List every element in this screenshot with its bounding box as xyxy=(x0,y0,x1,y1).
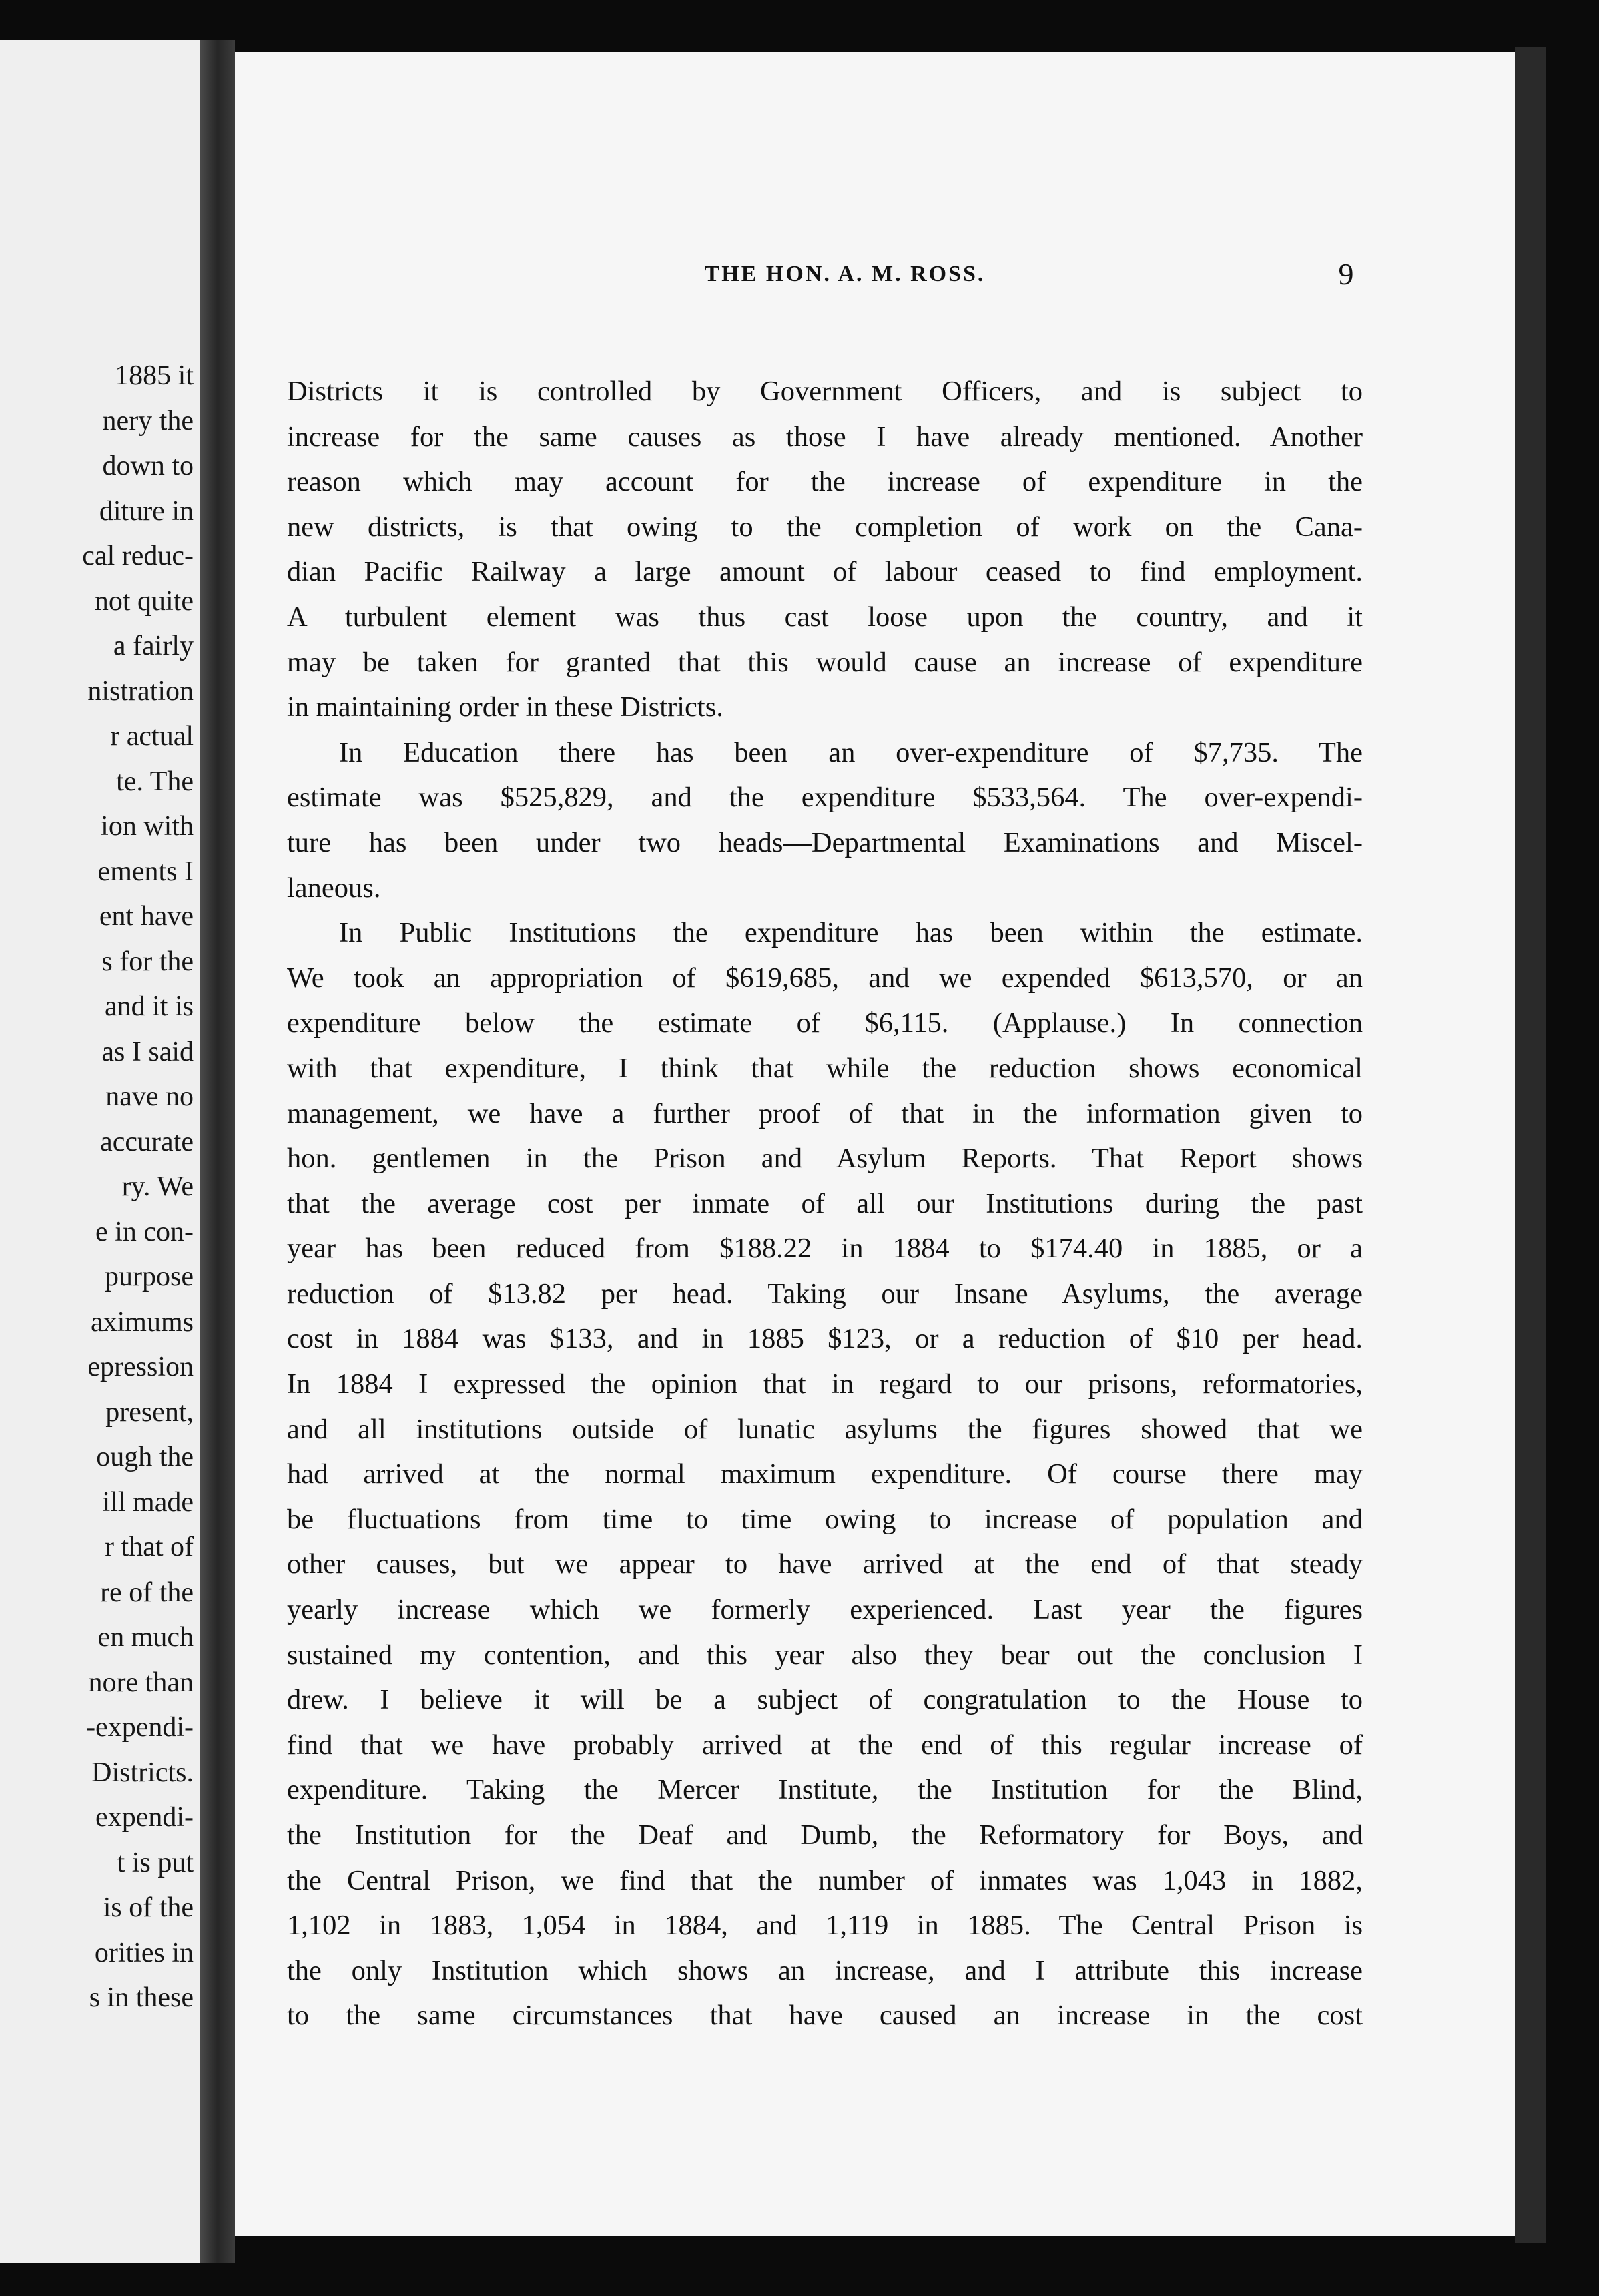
text-line: that the average cost per inmate of all our Institutions during the past xyxy=(287,1187,1363,1219)
text-line: increase for the same causes as those I have already mentioned. Another xyxy=(287,420,1363,453)
text-line: new districts, is that owing to the completion of work on the Cana- xyxy=(287,511,1363,543)
left-page-line: r actual xyxy=(110,721,194,752)
text-line: sustained my contention, and this year also they bear out the conclusion I xyxy=(287,1639,1363,1671)
left-page-line: nave no xyxy=(105,1081,194,1112)
text-line: the Central Prison, we find that the number of inmates was 1,043 in 1882, xyxy=(287,1864,1363,1896)
left-page-line: is of the xyxy=(103,1892,194,1923)
left-page-line: r that of xyxy=(105,1532,194,1562)
running-title: THE HON. A. M. ROSS. xyxy=(704,262,986,286)
left-page-line: nistration xyxy=(87,675,194,707)
left-page-text-fragments xyxy=(82,354,194,2021)
text-line: in maintaining order in these Districts. xyxy=(287,691,723,724)
left-facing-page xyxy=(0,40,200,2263)
text-line: laneous. xyxy=(287,872,381,904)
text-line: may be taken for granted that this would cause an increase of expenditure xyxy=(287,646,1363,678)
text-line: In Education there has been an over-expenditure of $7,735. The xyxy=(339,736,1363,768)
text-line: other causes, but we appear to have arrived at the end of that steady xyxy=(287,1548,1363,1581)
left-page-line: -expendi- xyxy=(86,1712,194,1743)
text-line: expenditure below the estimate of $6,115. (Applause.) In connection xyxy=(287,1007,1363,1039)
left-page-line: Districts. xyxy=(91,1757,194,1788)
left-page-line: s in these xyxy=(89,1982,194,2013)
text-line: reason which may account for the increase of expenditure in the xyxy=(287,466,1363,498)
left-page-line: re of the xyxy=(100,1576,194,1608)
text-line: and all institutions outside of lunatic asylums the figures showed that we xyxy=(287,1413,1363,1445)
text-line: We took an appropriation of $619,685, and we expended $613,570, or an xyxy=(287,962,1363,994)
left-page-line: nore than xyxy=(88,1667,194,1698)
text-line: yearly increase which we formerly experienced. Last year the figures xyxy=(287,1594,1363,1626)
left-page-line: expendi- xyxy=(95,1802,194,1833)
text-line: the only Institution which shows an increase, and I attribute this increase xyxy=(287,1954,1363,1986)
left-page-line: en much xyxy=(97,1622,194,1653)
text-line: to the same circumstances that have caused an increase in the cost xyxy=(287,2000,1363,2032)
text-line: the Institution for the Deaf and Dumb, the Reformatory for Boys, and xyxy=(287,1819,1363,1851)
left-page-line: nery the xyxy=(102,405,194,437)
left-page-line: not quite xyxy=(94,585,194,617)
page-number: 9 xyxy=(1338,257,1354,291)
left-page-line: cal reduc- xyxy=(82,541,194,571)
left-page-line: e in con- xyxy=(95,1216,194,1247)
left-page-line: aximums xyxy=(91,1306,194,1338)
left-page-line: accurate xyxy=(100,1126,194,1157)
text-line: A turbulent element was thus cast loose upon the country, and it xyxy=(287,601,1363,633)
left-page-line: a fairly xyxy=(113,631,194,661)
left-page-line: ough the xyxy=(96,1442,194,1472)
text-line: find that we have probably arrived at the end of this regular increase of xyxy=(287,1729,1363,1761)
left-page-line: ill made xyxy=(102,1486,194,1518)
body-text xyxy=(287,369,1363,2038)
left-page-line: te. The xyxy=(116,766,194,797)
paragraph xyxy=(287,369,1363,730)
left-page-line: and it is xyxy=(105,991,194,1022)
left-page-line: epression xyxy=(87,1352,194,1382)
left-page-line: ent have xyxy=(99,901,194,932)
text-line: In Public Institutions the expenditure has been within the estimate. xyxy=(339,917,1363,949)
left-page-line: s for the xyxy=(101,946,194,977)
text-line: expenditure. Taking the Mercer Institute, the Institution for the Blind, xyxy=(287,1774,1363,1806)
left-page-line: diture in xyxy=(99,495,194,527)
left-page-line: ry. We xyxy=(121,1171,194,1202)
text-line: year has been reduced from $188.22 in 1884 to $174.40 in 1885, or a xyxy=(287,1233,1363,1265)
text-line: dian Pacific Railway a large amount of labour ceased to find employment. xyxy=(287,556,1363,588)
paragraph xyxy=(287,910,1363,2038)
left-page-line: t is put xyxy=(117,1847,194,1878)
text-line: management, we have a further proof of that in the information given to xyxy=(287,1097,1363,1129)
left-page-line: present, xyxy=(105,1396,194,1428)
text-line: drew. I believe it will be a subject of congratulation to the House to xyxy=(287,1684,1363,1716)
right-page xyxy=(235,52,1515,2236)
text-line: reduction of $13.82 per head. Taking our Insane Asylums, the average xyxy=(287,1277,1363,1310)
text-line: had arrived at the normal maximum expenditure. Of course there may xyxy=(287,1458,1363,1490)
left-page-line: ion with xyxy=(101,811,194,842)
text-line: estimate was $525,829, and the expenditure $533,564. The over-expendi- xyxy=(287,782,1363,814)
left-page-line: 1885 it xyxy=(115,360,194,391)
left-page-line: purpose xyxy=(105,1261,194,1292)
text-line: cost in 1884 was $133, and in 1885 $123, or a reduction of $10 per head. xyxy=(287,1323,1363,1355)
left-page-line: as I said xyxy=(101,1036,194,1067)
running-header xyxy=(235,251,1515,298)
text-line: with that expenditure, I think that while the reduction shows economical xyxy=(287,1052,1363,1084)
text-line: hon. gentlemen in the Prison and Asylum Reports. That Report shows xyxy=(287,1143,1363,1175)
text-line: be fluctuations from time to time owing to increase of population and xyxy=(287,1503,1363,1535)
text-line: In 1884 I expressed the opinion that in regard to our prisons, reformatories, xyxy=(287,1368,1363,1400)
left-page-line: orities in xyxy=(94,1937,194,1968)
text-line: Districts it is controlled by Government Officers, and is subject to xyxy=(287,376,1363,407)
paragraph xyxy=(287,730,1363,910)
page-edge-shadow xyxy=(1515,47,1546,2243)
left-page-line: ements I xyxy=(97,856,194,887)
left-page-line: down to xyxy=(102,451,194,481)
text-line: 1,102 in 1883, 1,054 in 1884, and 1,119 in 1885. The Central Prison is xyxy=(287,1910,1363,1942)
book-spine-gutter xyxy=(200,40,235,2263)
text-line: ture has been under two heads—Departmental Examinations and Miscel- xyxy=(287,826,1363,858)
